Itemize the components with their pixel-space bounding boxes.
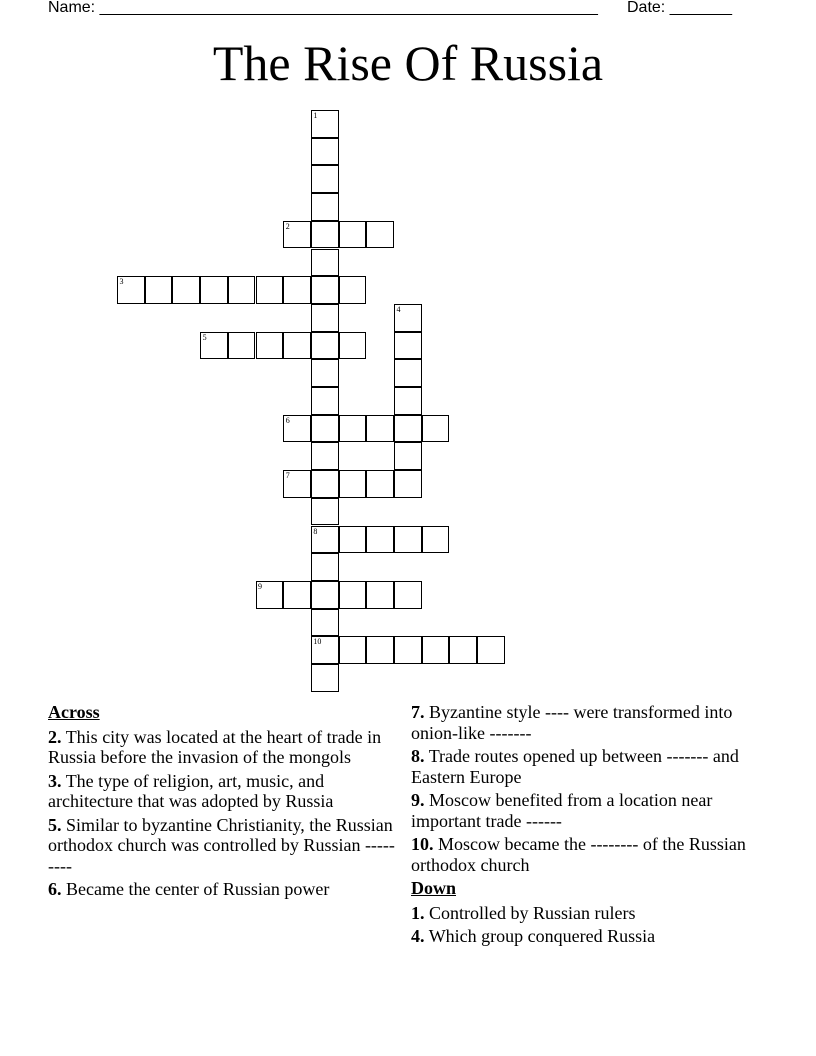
crossword-cell[interactable] <box>145 276 173 304</box>
clue-number: 4. <box>411 926 425 946</box>
crossword-cell[interactable] <box>366 221 394 249</box>
crossword-cell[interactable] <box>422 415 450 443</box>
clue-number: 10. <box>411 834 434 854</box>
clue-number: 2. <box>48 726 62 747</box>
crossword-cell[interactable] <box>311 553 339 581</box>
crossword-cell[interactable] <box>311 609 339 637</box>
crossword-cell[interactable] <box>394 470 422 498</box>
clue-number: 6. <box>48 879 62 899</box>
crossword-cell[interactable] <box>339 636 367 664</box>
clue-text: The type of religion, art, music, and architecture that was adopted by Russia <box>48 770 334 811</box>
crossword-cell[interactable] <box>394 636 422 664</box>
crossword-cell[interactable] <box>256 276 284 304</box>
clue-text: Similar to byzantine Christianity, the Russian orthodox church was controlled by Russian --------- <box>48 814 395 876</box>
crossword-cell[interactable] <box>256 581 284 609</box>
crossword-cell[interactable] <box>311 526 339 554</box>
clue-text: Controlled by Russian rulers <box>429 902 636 923</box>
down-heading: Down <box>411 878 457 898</box>
crossword-cell[interactable] <box>394 387 422 415</box>
name-field-label: Name: ________________________________________________________ <box>48 0 598 16</box>
crossword-cell[interactable] <box>422 636 450 664</box>
clue-text: Moscow benefited from a location near important trade ------ <box>411 790 713 831</box>
crossword-cell[interactable] <box>228 332 256 360</box>
crossword-cell[interactable] <box>366 526 394 554</box>
crossword-cell[interactable] <box>311 387 339 415</box>
crossword-cell[interactable] <box>311 442 339 470</box>
crossword-cell[interactable] <box>311 165 339 193</box>
crossword-cell[interactable] <box>339 470 367 498</box>
crossword-cell[interactable] <box>339 415 367 443</box>
clues-column-left <box>48 702 400 903</box>
crossword-cell[interactable] <box>311 359 339 387</box>
clue-number-label: 9 <box>258 581 262 591</box>
crossword-cell[interactable] <box>394 415 422 443</box>
clue-number-label: 6 <box>285 415 290 425</box>
crossword-cell[interactable] <box>477 636 505 664</box>
crossword-cell[interactable] <box>366 581 394 609</box>
clue-number-label: 1 <box>313 111 318 120</box>
crossword-cell[interactable] <box>394 581 422 609</box>
crossword-cell[interactable] <box>311 470 339 498</box>
clue-number: 5. <box>48 814 62 835</box>
across-clue <box>48 815 400 877</box>
crossword-cell[interactable] <box>311 193 339 221</box>
crossword-cell[interactable] <box>366 470 394 498</box>
clue-number: 1. <box>411 902 425 923</box>
crossword-cell[interactable] <box>256 332 284 360</box>
across-clue <box>48 727 400 768</box>
crossword-cell[interactable] <box>283 332 311 360</box>
crossword-cell[interactable] <box>339 526 367 554</box>
date-field-label: Date: _______ <box>627 0 732 16</box>
clues-column-right <box>411 702 751 950</box>
crossword-cell[interactable] <box>283 276 311 304</box>
crossword-cell[interactable] <box>311 581 339 609</box>
clue-number: 7. <box>411 702 425 722</box>
crossword-cell[interactable] <box>200 332 228 360</box>
clue-number-label: 7 <box>285 471 290 481</box>
across-clue <box>411 834 751 875</box>
crossword-cell[interactable] <box>339 276 367 304</box>
crossword-cell[interactable] <box>311 249 339 277</box>
across-clue <box>411 746 751 787</box>
crossword-cell[interactable] <box>117 276 145 304</box>
crossword-cell[interactable] <box>339 221 367 249</box>
crossword-cell[interactable] <box>228 276 256 304</box>
crossword-cell[interactable] <box>366 415 394 443</box>
crossword-cell[interactable] <box>449 636 477 664</box>
clue-number-label: 3 <box>119 277 124 287</box>
crossword-cell[interactable] <box>283 221 311 249</box>
crossword-cell[interactable] <box>311 664 339 692</box>
crossword-cell[interactable] <box>283 581 311 609</box>
across-clue <box>411 702 751 743</box>
crossword-cell[interactable] <box>172 276 200 304</box>
clue-number: 3. <box>48 770 62 791</box>
crossword-cell[interactable] <box>311 221 339 249</box>
puzzle-title: The Rise Of Russia <box>212 35 604 91</box>
crossword-cell[interactable] <box>366 636 394 664</box>
crossword-cell[interactable] <box>311 332 339 360</box>
clue-text: Byzantine style ---- were transformed into onion-like ------- <box>411 702 733 743</box>
crossword-cell[interactable] <box>311 276 339 304</box>
clue-number: 8. <box>411 746 425 766</box>
clue-number-label: 2 <box>285 221 290 231</box>
crossword-cell[interactable] <box>394 359 422 387</box>
clue-number-label: 8 <box>313 526 318 536</box>
clue-text: Became the center of Russian power <box>66 879 330 899</box>
crossword-cell[interactable] <box>283 415 311 443</box>
crossword-cell[interactable] <box>394 332 422 360</box>
crossword-cell[interactable] <box>311 636 339 664</box>
crossword-cell[interactable] <box>394 526 422 554</box>
down-clue <box>411 926 751 947</box>
clue-number-label: 4 <box>396 304 401 314</box>
clue-number: 9. <box>411 790 425 810</box>
across-clue <box>411 790 751 831</box>
across-clue <box>48 771 400 812</box>
clue-text: Trade routes opened up between ------- and Eastern Europe <box>411 746 739 787</box>
crossword-cell[interactable] <box>200 276 228 304</box>
clue-text: Which group conquered Russia <box>428 926 656 946</box>
crossword-cell[interactable] <box>283 470 311 498</box>
crossword-cell[interactable] <box>311 498 339 526</box>
down-clue <box>411 903 751 924</box>
across-heading: Across <box>48 702 100 722</box>
crossword-cell[interactable] <box>422 526 450 554</box>
across-clue <box>48 879 400 900</box>
clue-number-label: 5 <box>202 332 207 342</box>
crossword-cell[interactable] <box>339 332 367 360</box>
crossword-cell[interactable] <box>394 442 422 470</box>
crossword-cell[interactable] <box>311 304 339 332</box>
crossword-cell[interactable] <box>311 110 339 138</box>
clue-text: This city was located at the heart of trade in Russia before the invasion of the mongols <box>48 726 382 767</box>
clue-number-label: 10 <box>313 637 322 647</box>
crossword-cell[interactable] <box>394 304 422 332</box>
clue-text: Moscow became the -------- of the Russian orthodox church <box>411 834 746 875</box>
crossword-cell[interactable] <box>339 581 367 609</box>
crossword-cell[interactable] <box>311 415 339 443</box>
crossword-cell[interactable] <box>311 138 339 166</box>
